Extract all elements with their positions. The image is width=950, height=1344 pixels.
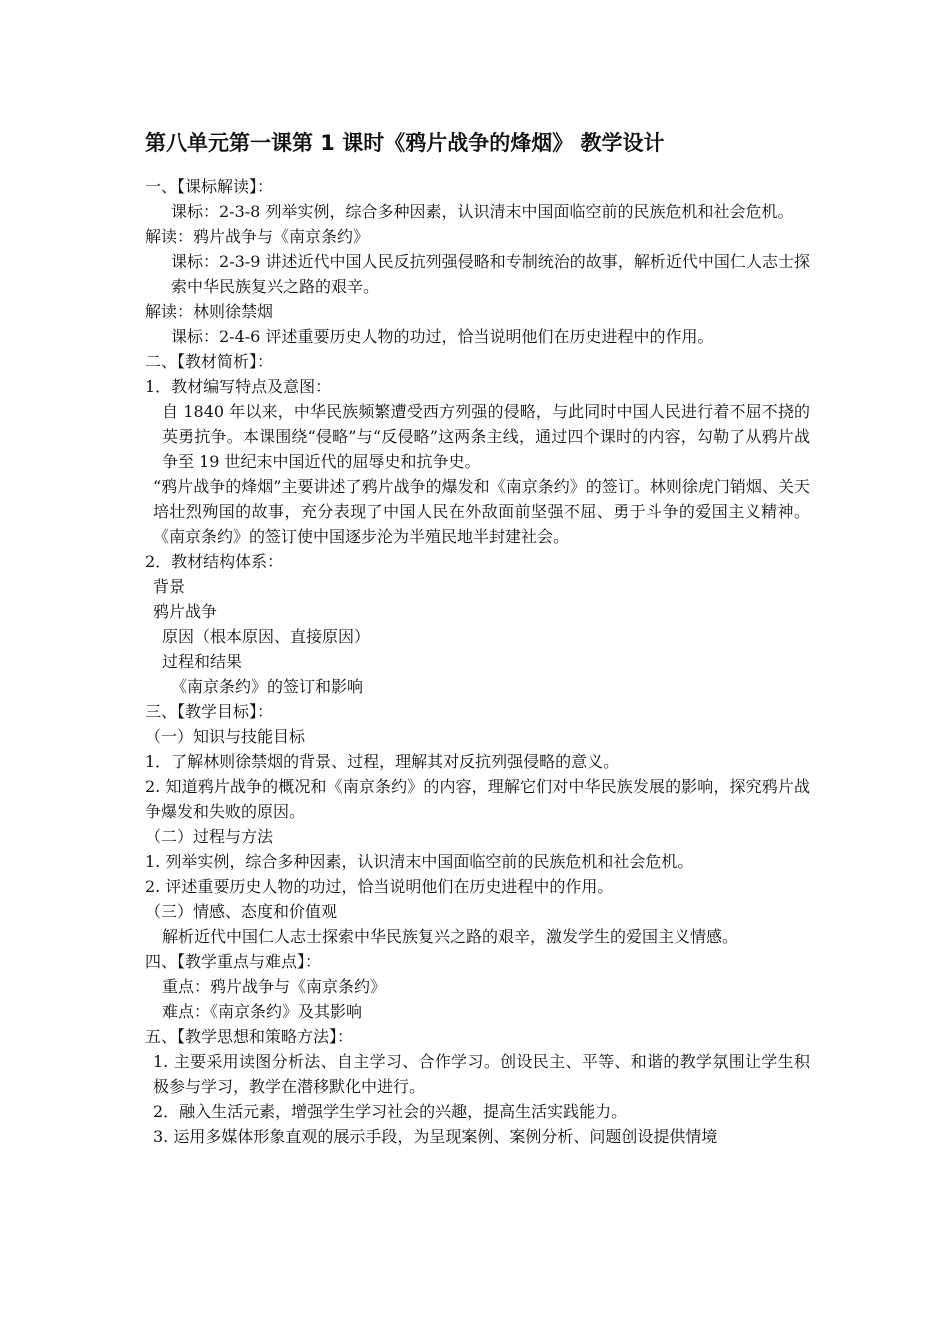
document-paragraph: 1．了解林则徐禁烟的背景、过程，理解其对反抗列强侵略的意义。 (145, 752, 620, 771)
document-paragraph: 1．教材编写特点及意图： (145, 377, 332, 396)
document-page (145, 128, 810, 1149)
document-paragraph: 五、【教学思想和策略方法】： (145, 1027, 354, 1046)
document-paragraph: 三、【教学目标】： (145, 702, 274, 721)
document-paragraph: 2．教材结构体系： (145, 552, 284, 571)
document-paragraph: 1. 主要采用读图分析法、自主学习、合作学习。创设民主、平等、和谐的教学氛围让学生积极参与学习，教学在潜移默化中进行。 (153, 1052, 810, 1096)
document-paragraph: 鸦片战争 (153, 602, 218, 621)
document-paragraph: （三）情感、态度和价值观 (145, 902, 338, 921)
document-paragraph: 难点：《南京条约》及其影响 (162, 1002, 363, 1021)
document-paragraph: 课标：2-3-8 列举实例，综合多种因素，认识清末中国面临空前的民族危机和社会危机。 (171, 202, 794, 221)
document-paragraph: （一）知识与技能目标 (145, 727, 306, 746)
document-paragraph: 2. 知道鸦片战争的概况和《南京条约》的内容，理解它们对中华民族发展的影响，探究鸦片战争爆发和失败的原因。 (145, 777, 810, 821)
document-paragraph: 自 1840 年以来，中华民族频繁遭受西方列强的侵略，与此同时中国人民进行着不屈不挠的英勇抗争。本课围绕“侵略”与“反侵略”这两条主线，通过四个课时的内容，勾勒了从鸦片战争至 19 世纪末中国近代的屈辱史和抗争史。 (162, 402, 810, 471)
document-paragraph: 解读：林则徐禁烟 (145, 302, 274, 321)
document-paragraph: 课标：2-4-6 评述重要历史人物的功过，恰当说明他们在历史进程中的作用。 (171, 327, 714, 346)
document-paragraph: “鸦片战争的烽烟”主要讲述了鸦片战争的爆发和《南京条约》的签订。林则徐虎门销烟、关天培壮烈殉国的故事，充分表现了中国人民在外敌面前坚强不屈、勇于斗争的爱国主义精神。《南京条约》的签订使中国逐步沦为半殖民地半封建社会。 (153, 477, 810, 546)
document-paragraph: 四、【教学重点与难点】： (145, 952, 322, 971)
document-paragraph: 2. 评述重要历史人物的功过，恰当说明他们在历史进程中的作用。 (145, 877, 614, 896)
document-body (145, 174, 810, 1149)
document-paragraph: 过程和结果 (162, 652, 243, 671)
document-paragraph: 背景 (153, 577, 186, 596)
document-paragraph: 解析近代中国仁人志士探索中华民族复兴之路的艰辛，激发学生的爱国主义情感。 (162, 927, 739, 946)
document-paragraph: 课标：2-3-9 讲述近代中国人民反抗列强侵略和专制统治的故事，解析近代中国仁人志士探索中华民族复兴之路的艰辛。 (171, 252, 810, 296)
document-paragraph: 1. 列举实例，综合多种因素，认识清末中国面临空前的民族危机和社会危机。 (145, 852, 694, 871)
document-paragraph: 重点：鸦片战争与《南京条约》 (162, 977, 387, 996)
document-paragraph: 原因（根本原因、直接原因） (162, 627, 371, 646)
document-paragraph: 2．融入生活元素，增强学生学习社会的兴趣，提高生活实践能力。 (153, 1102, 628, 1121)
document-title: 第八单元第一课第 1 课时《鸦片战争的烽烟》 教学设计 (145, 131, 665, 155)
document-paragraph: 一、【课标解读】： (145, 177, 274, 196)
document-paragraph: 二、【教材简析】： (145, 352, 274, 371)
document-paragraph: 解读：鸦片战争与《南京条约》 (145, 227, 370, 246)
document-paragraph: 《南京条约》的签订和影响 (171, 677, 364, 696)
document-paragraph: 3. 运用多媒体形象直观的展示手段，为呈现案例、案例分析、问题创设提供情境 (153, 1127, 718, 1146)
document-paragraph: （二）过程与方法 (145, 827, 274, 846)
